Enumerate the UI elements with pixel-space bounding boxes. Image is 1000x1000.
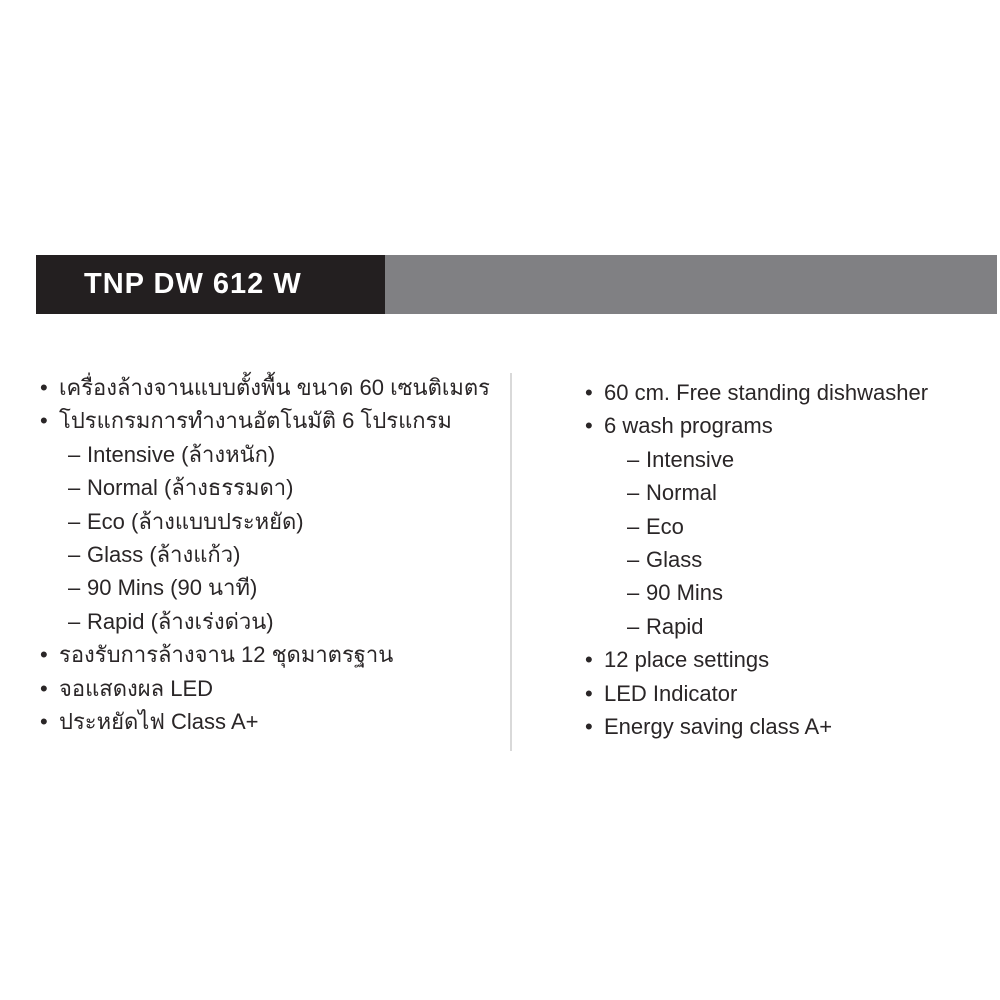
list-item-text: LED Indicator bbox=[604, 680, 738, 706]
list-item-text: Glass bbox=[646, 547, 703, 573]
list-item bbox=[40, 705, 500, 738]
bullet-icon: • bbox=[585, 680, 593, 706]
list-item bbox=[40, 672, 500, 705]
model-title: TNP DW 612 W bbox=[84, 268, 302, 300]
list-item-text: Glass (ล้างแก้ว) bbox=[87, 542, 241, 568]
list-subitem bbox=[68, 471, 500, 504]
list-subitem bbox=[68, 571, 500, 604]
english-spec-column bbox=[585, 376, 985, 743]
list-item bbox=[40, 638, 500, 671]
list-subitem bbox=[68, 538, 500, 571]
list-subitem bbox=[68, 605, 500, 638]
list-item-text: Eco (ล้างแบบประหยัด) bbox=[87, 508, 304, 534]
list-item-text: Normal bbox=[646, 480, 717, 506]
bullet-icon: • bbox=[40, 642, 48, 668]
list-item-text: 6 wash programs bbox=[604, 413, 773, 439]
list-item-text: รองรับการล้างจาน 12 ชุดมาตรฐาน bbox=[59, 642, 394, 668]
dash-icon: – bbox=[68, 475, 81, 501]
list-item-text: 12 place settings bbox=[604, 647, 770, 673]
dash-icon: – bbox=[627, 547, 640, 573]
dash-icon: – bbox=[627, 480, 640, 506]
dash-icon: – bbox=[68, 608, 81, 634]
list-item-text: 90 Mins (90 นาที) bbox=[87, 575, 258, 601]
list-item-text: Rapid (ล้างเร่งด่วน) bbox=[87, 608, 274, 634]
list-item-text: Intensive bbox=[646, 446, 735, 472]
list-item-text: Intensive (ล้างหนัก) bbox=[87, 441, 276, 467]
list-item-text: จอแสดงผล LED bbox=[59, 675, 214, 701]
list-item-text: Energy saving class A+ bbox=[604, 714, 833, 740]
dash-icon: – bbox=[68, 542, 81, 568]
thai-spec-column bbox=[40, 371, 500, 738]
title-bar bbox=[36, 255, 997, 314]
list-subitem bbox=[627, 476, 985, 509]
dash-icon: – bbox=[68, 508, 81, 534]
bullet-icon: • bbox=[40, 675, 48, 701]
model-title-box bbox=[36, 255, 385, 314]
list-subitem bbox=[68, 438, 500, 471]
list-item bbox=[585, 409, 985, 442]
bullet-icon: • bbox=[585, 647, 593, 673]
list-subitem bbox=[68, 505, 500, 538]
bullet-icon: • bbox=[585, 714, 593, 740]
list-item-text: ประหยัดไฟ Class A+ bbox=[59, 709, 259, 735]
list-item-text: 90 Mins bbox=[646, 580, 724, 606]
title-bar-gray-extension bbox=[385, 255, 997, 314]
list-subitem bbox=[627, 443, 985, 476]
list-item bbox=[585, 376, 985, 409]
list-item-text: โปรแกรมการทำงานอัตโนมัติ 6 โปรแกรม bbox=[59, 408, 452, 434]
list-item bbox=[585, 710, 985, 743]
bullet-icon: • bbox=[585, 413, 593, 439]
bullet-icon: • bbox=[585, 380, 593, 405]
bullet-icon: • bbox=[40, 408, 48, 434]
dash-icon: – bbox=[627, 613, 640, 639]
list-item-text: เครื่องล้างจานแบบตั้งพื้น ขนาด 60 เซนติเมตร bbox=[59, 375, 490, 400]
list-subitem bbox=[627, 510, 985, 543]
list-item bbox=[585, 643, 985, 676]
bullet-icon: • bbox=[40, 375, 48, 400]
dash-icon: – bbox=[68, 441, 81, 467]
list-subitem bbox=[627, 576, 985, 609]
list-item bbox=[40, 404, 500, 437]
list-subitem bbox=[627, 543, 985, 576]
list-item-text: Eco bbox=[646, 513, 684, 539]
column-divider bbox=[510, 373, 512, 751]
dash-icon: – bbox=[627, 446, 640, 472]
list-item bbox=[40, 371, 500, 404]
list-item-text: 60 cm. Free standing dishwasher bbox=[604, 380, 929, 405]
dash-icon: – bbox=[627, 580, 640, 606]
list-item bbox=[585, 677, 985, 710]
list-item-text: Rapid bbox=[646, 613, 704, 639]
dash-icon: – bbox=[68, 575, 81, 601]
dash-icon: – bbox=[627, 513, 640, 539]
list-item-text: Normal (ล้างธรรมดา) bbox=[87, 475, 294, 501]
list-subitem bbox=[627, 610, 985, 643]
bullet-icon: • bbox=[40, 709, 48, 735]
